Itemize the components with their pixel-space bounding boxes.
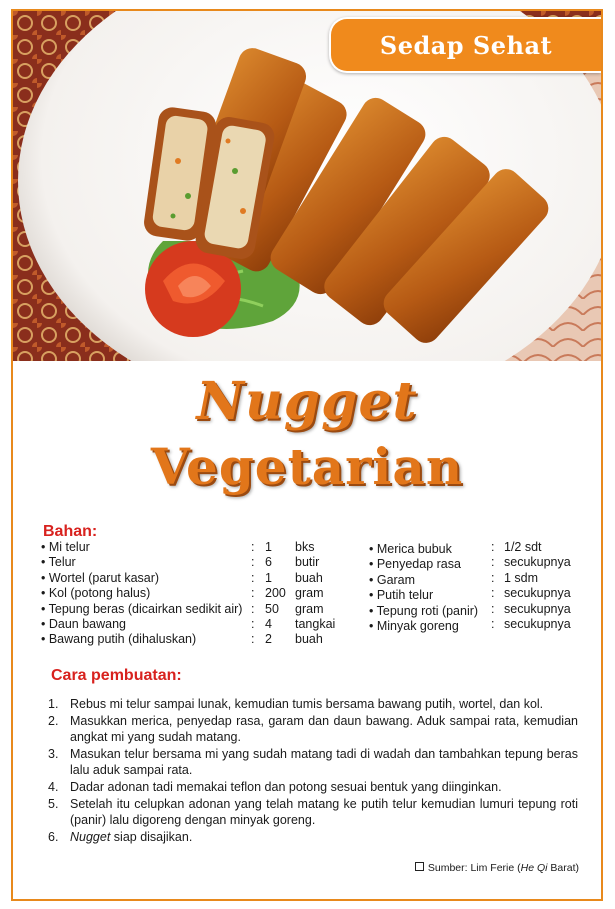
ingredients-left-names	[41, 540, 251, 648]
ingredient-unit: gram	[295, 601, 324, 616]
ingredient-name: • Minyak goreng	[369, 618, 459, 633]
ingredients-right-names	[369, 542, 494, 634]
source-credit: Sumber: Lim Ferie (He Qi Barat)	[415, 862, 579, 874]
ingredients-left-colons: : : : : : : :	[251, 540, 255, 647]
ingredient-amount: 1/2 sdt	[504, 540, 542, 554]
ingredient-unit: butir	[295, 555, 320, 570]
ingredient-qty: 2	[265, 632, 272, 647]
rubric-badge: Sedap Sehat	[329, 17, 601, 73]
ingredients-left-qty	[265, 540, 295, 648]
ingredient-amount: 1 sdm	[504, 570, 539, 585]
ingredient-name: • Merica bubuk	[369, 542, 452, 556]
method-step: 4. Dadar adonan tadi memakai teflon dan potong sesuai bentuk yang diinginkan.	[48, 780, 502, 794]
method-step: 2. Masukkan merica, penyedap rasa, garam dan daun bawang. Aduk sampai rata, kemudian angkat mi yang sudah matang.	[48, 714, 578, 744]
ingredient-qty: 4	[265, 616, 272, 631]
ingredient-name: • Kol (potong halus)	[41, 586, 151, 601]
ingredient-amount: secukupnya	[504, 616, 571, 631]
ingredient-name: • Penyedap rasa	[369, 557, 461, 572]
ingredients-left-unit	[295, 540, 355, 648]
ingredients-heading: Bahan:	[43, 523, 98, 540]
ingredient-qty: 1	[265, 540, 272, 554]
ingredient-unit: buah	[295, 570, 323, 585]
ingredient-amount: secukupnya	[504, 586, 571, 601]
ingredient-qty: 1	[265, 570, 272, 585]
recipe-title-line1: Nugget	[196, 371, 418, 432]
method-steps	[48, 696, 578, 846]
ingredient-name: • Wortel (parut kasar)	[41, 570, 160, 585]
ingredient-name: • Tepung beras (dicairkan sedikit air)	[41, 601, 243, 616]
method-heading: Cara pembuatan:	[51, 667, 182, 684]
ingredients-right-amount	[504, 540, 584, 632]
ingredient-unit: buah	[295, 632, 323, 647]
ingredient-name: • Bawang putih (dihaluskan)	[41, 632, 197, 647]
method-step: 5. Setelah itu celupkan adonan yang telah matang ke putih telur kemudian lumuri tepung roti (panir) lalu digoreng dengan minyak goreng.	[48, 797, 578, 827]
recipe-card	[11, 9, 603, 901]
ingredient-name: • Telur	[41, 555, 76, 570]
recipe-title-line2: Vegetarian	[150, 437, 464, 496]
ingredient-unit: bks	[295, 540, 315, 554]
ingredient-unit: tangkai	[295, 616, 336, 631]
ingredients-right-colons: : : : : : :	[491, 540, 495, 631]
ingredient-amount: secukupnya	[504, 555, 571, 570]
ingredient-qty: 200	[265, 586, 286, 601]
method-step: 3. Masukan telur bersama mi yang sudah matang tadi di wadah dan tambahkan tepung beras lalu aduk sampai rata.	[48, 747, 578, 777]
ingredient-name: • Tepung roti (panir)	[369, 603, 479, 618]
method-step: 1. Rebus mi telur sampai lunak, kemudian tumis bersama bawang putih, wortel, dan kol.	[48, 697, 544, 711]
ingredient-qty: 50	[265, 601, 279, 616]
ingredient-name: • Garam	[369, 572, 416, 587]
ingredient-name: • Putih telur	[369, 588, 434, 603]
ingredient-unit: gram	[295, 586, 324, 601]
method-step: 6. Nugget siap disajikan.	[48, 830, 193, 844]
ingredient-amount: secukupnya	[504, 601, 571, 616]
ingredient-name: • Daun bawang	[41, 616, 126, 631]
ingredient-name: • Mi telur	[41, 540, 90, 554]
checkbox-square-icon	[415, 862, 424, 871]
ingredient-qty: 6	[265, 555, 272, 570]
